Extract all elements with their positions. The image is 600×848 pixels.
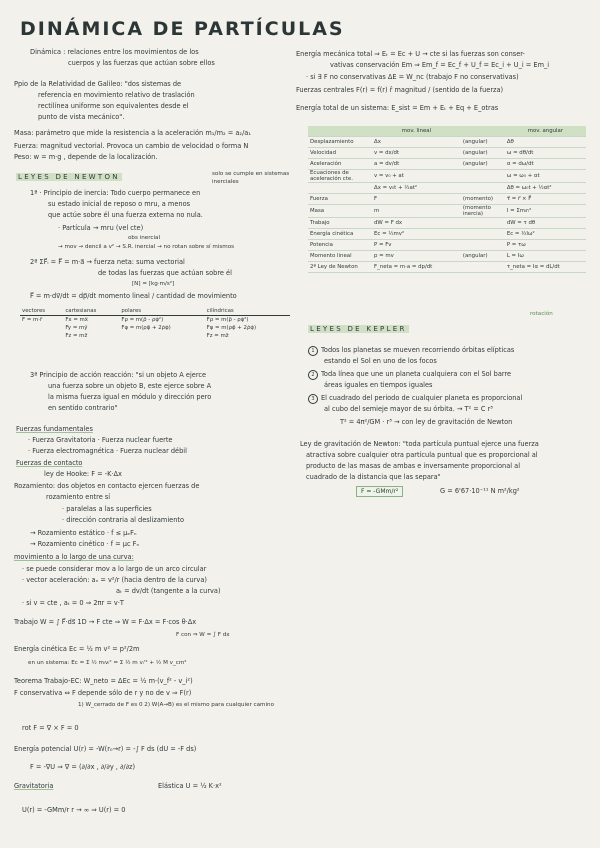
table-cell: (angular) (461, 159, 505, 170)
coord-cell: Fρ = m(ρ̈ - ρφ̇²) (121, 317, 164, 323)
gravitation-4: cuadrado de la distancia que las separa" (306, 473, 441, 481)
coord-cell: Fy = mÿ (65, 325, 88, 331)
n1-line6: → mov → dencil a v² → S.R. inercial → no rotan sobre sí mismos (58, 244, 235, 250)
coord-h3: polares (119, 307, 204, 316)
table-cell: Ec = ½mv² (372, 229, 461, 240)
coord-h4: cilíndricas (205, 307, 290, 316)
coord-cell: Fφ = m(ρφ̈ + 2ρ̇φ̇) (121, 325, 171, 331)
table-cell: (angular) (461, 148, 505, 159)
galileo-1: Ppio de la Relatividad de Galileo: "dos sistemas de (14, 80, 182, 88)
friction-2: rozamiento entre sí (46, 493, 111, 501)
forces-heading: Fuerzas fundamentales (16, 425, 93, 433)
table-cell (461, 183, 505, 194)
table-cell: m (372, 205, 461, 218)
potential-2: F = -∇U ⇒ ∇ = (∂/∂x , ∂/∂y , ∂/∂z) (30, 763, 136, 771)
newton-heading: LEYES DE NEWTON (18, 173, 120, 181)
g-constant: G = 6'67·10⁻¹¹ N m²/kg² (440, 487, 520, 495)
table-cell: p = mv (372, 251, 461, 262)
table-cell: (momento) (461, 194, 505, 205)
page-title: DINÁMICA DE PARTÍCULAS (20, 18, 345, 40)
table-cell: ω = dθ/dt (505, 148, 586, 159)
coord-cell (20, 324, 63, 332)
fuerza-def: Fuerza: magnitud vectorial. Provoca un cambio de velocidad o forma N (14, 142, 249, 150)
friction-kinetic: → Rozamiento cinético · f = μc Fₙ (30, 540, 140, 548)
mech-1: Energía mecánica total ⇒ Eₜ = Ec + U → cte si las fuerzas son conser- (296, 50, 525, 58)
linear-angular-table (308, 126, 586, 273)
kepler-2-text: Toda línea que une un planeta cualquiera con el Sol barre (321, 370, 512, 378)
curve-3: aₜ = dv/dt (tangente a la curva) (116, 587, 221, 595)
n2-units: [N] = [kg·m/s²] (132, 281, 175, 287)
n3-line3: la misma fuerza igual en módulo y dirección pero (48, 393, 212, 401)
coord-cell: F = m·r̈ (22, 317, 43, 323)
table-cell: P = τω (505, 240, 586, 251)
table-cell: (angular) (461, 137, 505, 148)
table-cell: Ecuaciones de aceleración cte. (308, 170, 372, 183)
table-cell (461, 262, 505, 273)
number-icon: 2 (308, 370, 318, 380)
table-h2: mov. angular (505, 126, 586, 137)
table-cell: F (372, 194, 461, 205)
table-cell (461, 170, 505, 183)
n1-line3: que actúe sobre él una fuerza externa no nula. (48, 211, 203, 219)
friction-4: · dirección contraria al deslizamiento (62, 516, 185, 524)
forces-line1: · Fuerza Gravitatoria · Fuerza nuclear fuerte (28, 436, 173, 444)
n1-line2: su estado inicial de reposo o mru, a menos (48, 200, 191, 208)
coord-cell: Fz = mz̈ (65, 333, 88, 339)
contact-heading: Fuerzas de contacto (16, 459, 83, 467)
elastic: Elástica U = ½ K·x² (158, 782, 222, 790)
n3-line4: en sentido contrario" (48, 404, 118, 412)
friction-3: · paralelas a las superficies (62, 505, 152, 513)
kepler-3a (308, 394, 522, 404)
rotation-note: rotación (530, 311, 553, 317)
table-cell: Trabajo (308, 218, 372, 229)
table-cell: Ec = ½Iω² (505, 229, 586, 240)
curve-heading: movimiento a lo largo de una curva: (14, 553, 134, 561)
table-cell: 2ª Ley de Newton (308, 262, 372, 273)
n1-line1: 1ª · Principio de inercia: Todo cuerpo permanece en (30, 189, 201, 197)
table-cell (461, 229, 505, 240)
kepler-1a (308, 346, 514, 356)
table-cell: F_neta = m·a = dp/dt (372, 262, 461, 273)
table-cell: Desplazamiento (308, 137, 372, 148)
n1-line5: obs inercial (128, 235, 160, 241)
table-row (308, 137, 586, 148)
table-cell (308, 183, 372, 194)
coord-h1: vectores (20, 307, 63, 316)
galileo-3: rectilínea uniforme son equivalentes desde el (38, 102, 189, 110)
table-cell: Δx (372, 137, 461, 148)
table-cell: Energía cinética (308, 229, 372, 240)
gravitation-formula: F = -GMm/r² (356, 486, 403, 497)
coord-cell: Fx = mẍ (65, 317, 88, 323)
n3-line2: una fuerza sobre un objeto B, este ejerce sobre A (48, 382, 212, 390)
rot-f: rot F = ∇ × F = 0 (22, 724, 79, 732)
mech-2: vativas conservación Em ⇒ Em_f = Ec_f + U_f = Ec_i + U_i = Em_i (330, 61, 550, 69)
table-cell: Momento lineal (308, 251, 372, 262)
table-cell: I = Σmᵢrᵢ² (505, 205, 586, 218)
n2-line2: de todas las fuerzas que actúan sobre él (98, 269, 232, 277)
total-energy: Energía total de un sistema: E_sist = Em + Eₜ + Eq + E_otras (296, 104, 499, 112)
table-cell: Potencia (308, 240, 372, 251)
table-row (308, 262, 586, 273)
table-cell: Fuerza (308, 194, 372, 205)
n2-line1: 2ª ΣF⃗ᵢ = F⃗ = m·a⃗ → fuerza neta: suma vectorial (30, 258, 185, 266)
central: Fuerzas centrales F(r) = f(r) r̂ magnitud / (sentido de la fuerza) (296, 86, 504, 94)
dinamica-def: Dinámica : relaciones entre los movimientos de los (30, 48, 199, 56)
table-cell: a = dv/dt (372, 159, 461, 170)
mech-3: · si ∃ F no conservativas ΔE = W_nc (trabajo F no conservativas) (306, 73, 519, 81)
kepler-heading: LEYES DE KEPLER (310, 325, 407, 333)
friction-1: Rozamiento: dos objetos en contacto ejercen fuerzas de (14, 482, 200, 490)
table-row (308, 240, 586, 251)
friction-static: → Rozamiento estático · f ≤ μₑFₙ (30, 529, 137, 537)
table-row (308, 251, 586, 262)
n3-line1: 3ª Principio de acción reacción: "si un objeto A ejerce (30, 371, 207, 379)
table-cell: P = Fv (372, 240, 461, 251)
table-cell: v = dx/dt (372, 148, 461, 159)
coord-cell (119, 332, 204, 340)
table-row (308, 148, 586, 159)
n2-line3: F⃗ = m·dv⃗/dt = dp⃗/dt momento lineal / cantidad de movimiento (30, 292, 237, 300)
gravitation-2: atractiva sobre cualquier otra partícula puntual que es proporcional al (306, 451, 538, 459)
coord-cell (20, 332, 63, 340)
forces-line2: · Fuerza electromagnética · Fuerza nuclear débil (28, 447, 187, 455)
table-cell (461, 240, 505, 251)
newton-note: solo se cumple en sistemas inerciales (212, 171, 290, 185)
table-row (308, 218, 586, 229)
table-row (308, 183, 586, 194)
coord-table (20, 307, 290, 340)
table-cell: v = v₀ + at (372, 170, 461, 183)
galileo-2: referencia en movimiento relativo de traslación (38, 91, 195, 99)
peso-def: Peso: w = m·g , depende de la localización. (14, 153, 158, 161)
work-1: Trabajo W = ∫ F⃗·ds⃗ 1D → F cte ⇒ W = F·Δx = F·cos θ·Δx (14, 618, 197, 626)
potential-1: Energía potencial U(r) = -W(r₀→r) = -∫ F ds (dU = -F ds) (14, 745, 197, 753)
kepler-3-text: El cuadrado del periodo de cualquier planeta es proporcional (321, 394, 523, 402)
masa-def: Masa: parámetro que mide la resistencia a la aceleración m₁/m₂ = a₂/a₁ (14, 129, 251, 137)
kepler-1-text: Todos los planetas se mueven recorriendo órbitas elípticas (321, 346, 515, 354)
table-cell: ω = ω₀ + αt (505, 170, 586, 183)
table-cell: Aceleración (308, 159, 372, 170)
hooke: ley de Hooke: F = -K·Δx (44, 470, 122, 478)
table-cell: Δθ (505, 137, 586, 148)
kepler-2b: áreas iguales en tiempos iguales (324, 381, 433, 389)
number-icon: 3 (308, 394, 318, 404)
number-icon: 1 (308, 346, 318, 356)
table-h1: mov. lineal (372, 126, 461, 137)
table-cell: τ_neta = Iα = dL/dt (505, 262, 586, 273)
conservative-1: F conservativa ⇔ F depende sólo de r y no de v ⇒ F(r) (14, 689, 192, 697)
kepler-3c: T² = 4π²/GM · r³ → con ley de gravitación de Newton (340, 418, 513, 426)
table-cell: (angular) (461, 251, 505, 262)
work-energy-theorem: Teorema Trabajo-EC: W_neto = ΔEc = ½ m·(v_f² - v_i²) (14, 677, 193, 685)
gravitation-1: Ley de gravitación de Newton: "toda partícula puntual ejerce una fuerza (300, 440, 539, 448)
table-cell: α = dω/dt (505, 159, 586, 170)
coord-cell: Fz = mz̈ (206, 333, 229, 339)
gravitational-heading: Gravitatoria (14, 782, 54, 790)
table-cell: dW = τ dθ (505, 218, 586, 229)
table-cell: L = Iω (505, 251, 586, 262)
dinamica-def-2: cuerpos y las fuerzas que actúan sobre ellos (68, 59, 215, 67)
work-2: F con ⇒ W = ∫ F dx (176, 632, 230, 638)
table-row (308, 205, 586, 218)
table-row (308, 170, 586, 183)
table-cell: Masa (308, 205, 372, 218)
curve-4: · si v = cte , aₜ = 0 ⇒ 2πr = v·T (22, 599, 124, 607)
conservative-2: 1) W_cerrado de F es 0 2) W(A→B) es el mismo para cualquier camino (78, 702, 275, 708)
kepler-3b: al cubo del semieje mayor de su órbita. → T² = C r³ (324, 405, 493, 413)
table-cell: Δx = v₀t + ½at² (372, 183, 461, 194)
table-cell: Δθ = ω₀t + ½αt² (505, 183, 586, 194)
galileo-4: punto de vista mecánico". (38, 113, 125, 121)
coord-cell: Fρ = m(ρ̈ - ρφ̇²) (206, 317, 249, 323)
table-row (308, 194, 586, 205)
gravitation-3: producto de las masas de ambas e inversamente proporcional al (306, 462, 521, 470)
curve-1: · se puede considerar mov a lo largo de un arco circular (22, 565, 207, 573)
table-cell: Velocidad (308, 148, 372, 159)
kinetic-1: Energía cinética Ec = ½ m v² = p²/2m (14, 645, 140, 653)
curve-2: · vector aceleración: aₙ = v²/r (hacia dentro de la curva) (22, 576, 207, 584)
table-cell (461, 218, 505, 229)
n1-line4: · Partícula → mru (vel cte) (58, 224, 144, 232)
table-cell: dW = F dx (372, 218, 461, 229)
coord-h2: cartesianas (63, 307, 119, 316)
kinetic-2: en un sistema: Ec = Σ ½ mᵢvᵢ² = Σ ½ m vᵢ'² + ½ M v_cm² (28, 660, 187, 666)
kepler-1b: estando el Sol en uno de los focos (324, 357, 437, 365)
kepler-2a (308, 370, 511, 380)
table-row (308, 229, 586, 240)
table-cell: τ⃗ = r⃗ × F⃗ (505, 194, 586, 205)
grav-potential: U(r) = -GMm/r r → ∞ ⇒ U(r) = 0 (22, 806, 126, 814)
table-row (308, 159, 586, 170)
coord-cell: Fφ = m(ρφ̈ + 2ρ̇φ̇) (206, 325, 257, 331)
table-cell: (momento inercia) (461, 205, 505, 218)
